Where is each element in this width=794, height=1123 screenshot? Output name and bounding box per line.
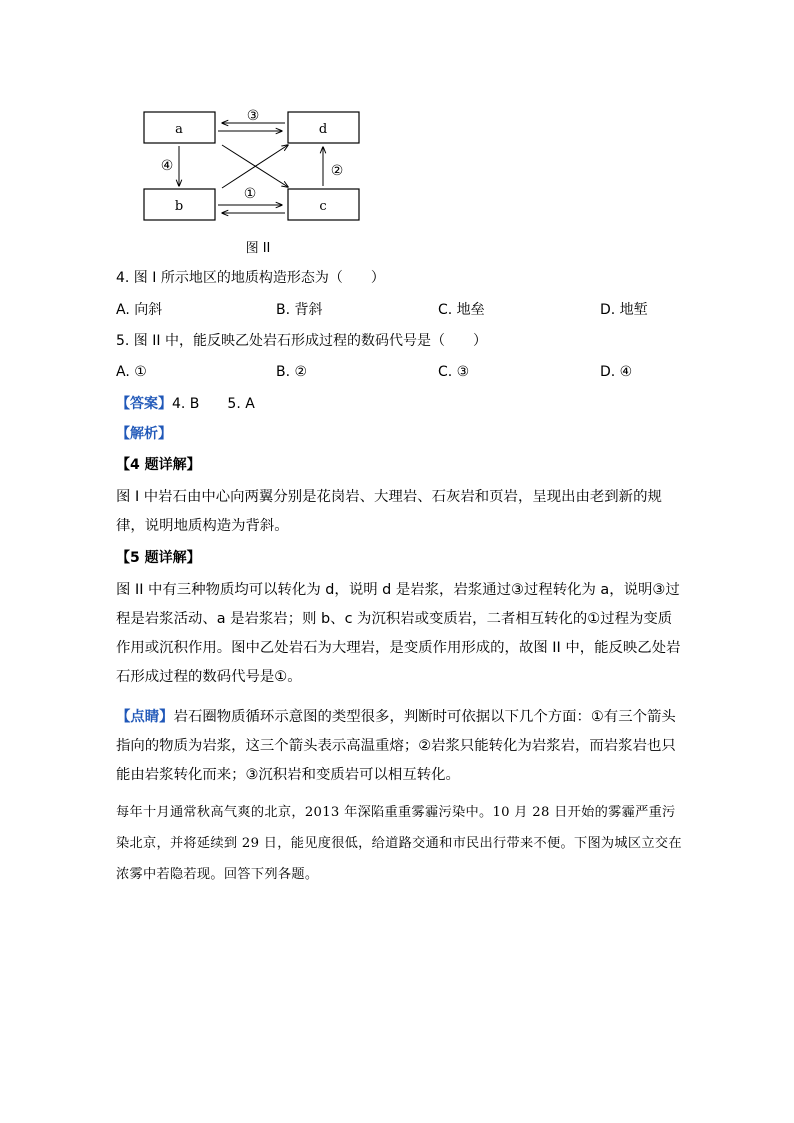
q5-option-a: A. ① bbox=[116, 364, 147, 380]
label-two: ② bbox=[330, 163, 344, 179]
detail-5-text: 图 II 中有三种物质均可以转化为 d，说明 d 是岩浆，岩浆通过③过程转化为 a，说明③过程是岩浆活动、a 是岩浆岩；则 b、c 为沉积岩或变质岩，二者相互转化的①过程为变质作用或沉积作用。图中乙处岩石为大理岩，是变质作用形成的，故图 II 中，能反映乙处岩石形成过程的数码代号是①。 bbox=[116, 582, 681, 685]
q4-option-c: C. 地垒 bbox=[438, 302, 485, 318]
diagram-caption: 图 II bbox=[245, 241, 271, 256]
rock-cycle-diagram bbox=[130, 100, 380, 260]
q5-option-c: C. ③ bbox=[438, 364, 470, 380]
detail-5-label: 【5 题详解】 bbox=[116, 550, 201, 566]
box-a-label: a bbox=[175, 122, 183, 137]
next-passage: 每年十月通常秋高气爽的北京，2013 年深陷重重雾霾污染中。10 月 28 日开始的雾霾严重污染北京，并将延续到 29 日，能见度很低，给道路交通和市民出行带来不便。下图为城区立交在浓雾中若隐若现。回答下列各题。 bbox=[116, 805, 682, 882]
detail-4-label: 【4 题详解】 bbox=[116, 457, 201, 473]
label-one: ① bbox=[243, 186, 257, 202]
box-c-label: c bbox=[319, 199, 327, 214]
tip-text: 岩石圈物质循环示意图的类型很多，判断时可依据以下几个方面：①有三个箭头指向的物质为岩浆，这三个箭头表示高温重熔；②岩浆只能转化为岩浆岩，而岩浆岩也只能由岩浆转化而来；③沉积岩和变质岩可以相互转化。 bbox=[116, 709, 676, 783]
q5-option-b: B. ② bbox=[276, 364, 308, 380]
label-three: ③ bbox=[246, 108, 260, 124]
answer-line bbox=[116, 394, 255, 414]
question-4-stem: 4. 图 I 所示地区的地质构造形态为（ ） bbox=[116, 270, 385, 286]
q4-option-a: A. 向斜 bbox=[116, 302, 163, 318]
box-b-label: b bbox=[174, 199, 184, 214]
tip-paragraph bbox=[116, 703, 682, 790]
question-5-stem: 5. 图 II 中，能反映乙处岩石形成过程的数码代号是（ ） bbox=[116, 333, 487, 349]
q4-option-d: D. 地堑 bbox=[600, 302, 648, 318]
q4-option-b: B. 背斜 bbox=[276, 302, 323, 318]
label-four: ④ bbox=[160, 158, 174, 174]
detail-4-text: 图 I 中岩石由中心向两翼分别是花岗岩、大理岩、石灰岩和页岩，呈现出由老到新的规律，说明地质构造为背斜。 bbox=[116, 489, 662, 534]
tip-label: 【点睛】 bbox=[116, 709, 174, 725]
answer-text: 4. B 5. A bbox=[172, 396, 255, 412]
analysis-label: 【解析】 bbox=[116, 426, 172, 442]
answer-label: 【答案】 bbox=[116, 396, 172, 412]
box-d-label: d bbox=[318, 122, 328, 137]
q5-option-d: D. ④ bbox=[600, 364, 633, 380]
